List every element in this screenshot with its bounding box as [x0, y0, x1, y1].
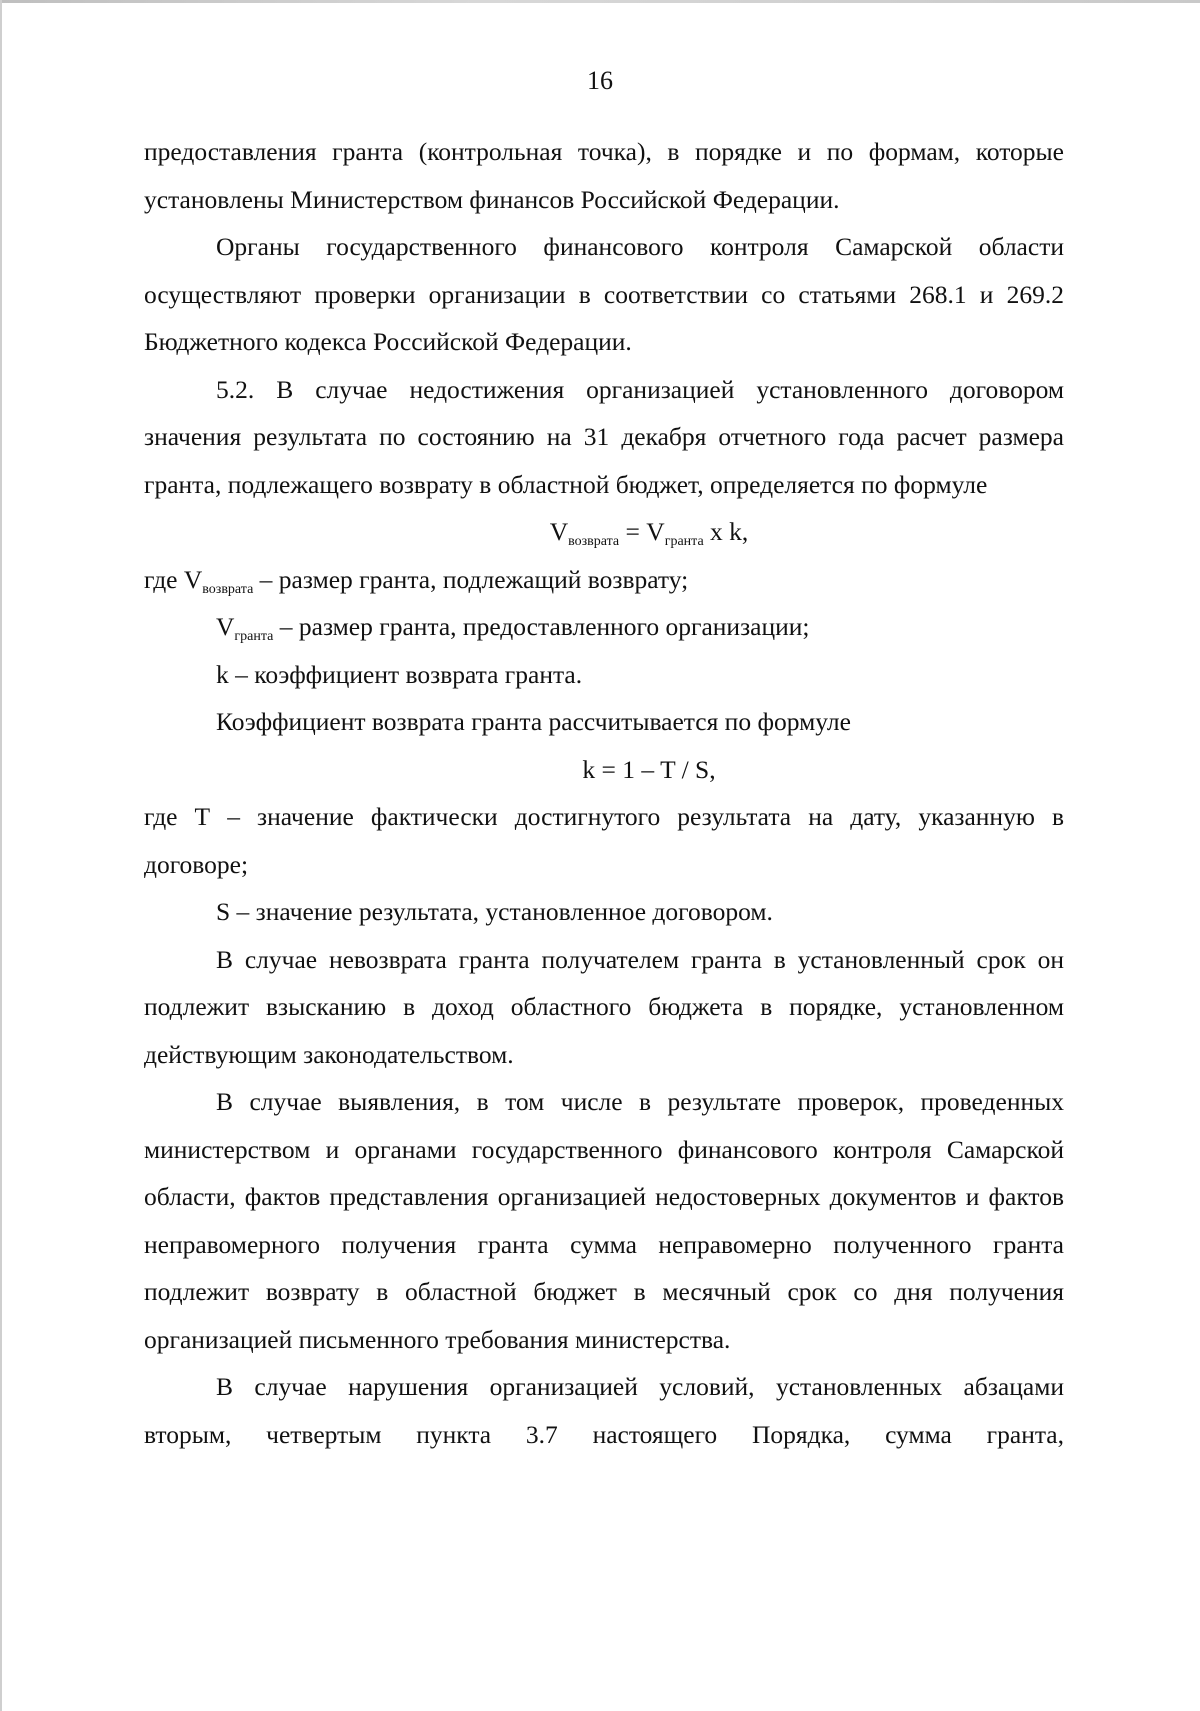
- formula-v-return: V: [549, 517, 569, 546]
- formula-sub-return: возврата: [568, 534, 620, 549]
- def-v-grant-text: – размер гранта, предоставленного организации;: [273, 612, 810, 641]
- formula-return-amount: [144, 508, 1064, 556]
- scan-left-edge: [0, 0, 2, 1711]
- paragraph-coefficient: Коэффициент возврата гранта рассчитывается по формуле: [216, 707, 851, 736]
- definition-t: где Т – значение фактически достигнутого результата на дату, указанную в договоре;: [144, 802, 1064, 879]
- paragraph-financial-control: Органы государственного финансового контроля Самарской области осуществляют проверки организации в соответствии со статьями 268.1 и 269.2 Бюджетного кодекса Российской Федерации.: [144, 232, 1064, 356]
- def-v-return-sub: возврата: [202, 581, 254, 597]
- def-v-grant-prefix: V: [216, 612, 235, 641]
- paragraph-5-2: 5.2. В случае недостижения организацией установленного договором значения результата по состоянию на 31 декабря отчетного года расчет размера гранта, подлежащего возврату в областной бюджет, определяется по формуле: [144, 374, 1064, 499]
- formula-v-grant: V: [646, 517, 665, 546]
- paragraph-violations-detected: В случае выявления, в том числе в результате проверок, проведенных министерством и органами государственного финансового контроля Самарской области, фактов представления организацией недостоверных документов и фактов неправомерного получения гранта сумма неправомерно полученного гранта подлежит возврату в областной бюджет в месячный срок со дня получения организацией письменного требования министерства.: [144, 1087, 1064, 1354]
- def-v-return-prefix: где V: [144, 564, 203, 594]
- definition-s: S – значение результата, установленное договором.: [216, 897, 773, 926]
- formula-sub-grant: гранта: [664, 534, 704, 549]
- formula-multiplier: х k,: [703, 517, 749, 546]
- definition-v-return: [144, 556, 1064, 604]
- paragraph-non-return: В случае невозврата гранта получателем гранта в установленный срок он подлежит взысканию в доход областного бюджета в порядке, установленном действующим законодательством.: [144, 944, 1064, 1069]
- def-v-grant-sub: гранта: [234, 629, 274, 644]
- def-v-return-text: – размер гранта, подлежащий возврату;: [253, 564, 689, 594]
- paragraph-control-point: предоставления гранта (контрольная точка), в порядке и по формам, которые установлены Министерством финансов Российской Федерации.: [144, 137, 1064, 214]
- definition-k: k – коэффициент возврата гранта.: [216, 659, 583, 689]
- document-body: [144, 128, 1064, 1458]
- scan-top-edge: [0, 0, 1200, 3]
- definition-v-grant: [144, 603, 1064, 651]
- page-number: 16: [587, 66, 613, 95]
- formula-equals: =: [619, 517, 647, 546]
- formula-coefficient: k = 1 – T / S,: [582, 754, 716, 784]
- paragraph-conditions-breach: В случае нарушения организацией условий, установленных абзацами вторым, четвертым пункта 3.7 настоящего Порядка, сумма гранта,: [144, 1372, 1064, 1449]
